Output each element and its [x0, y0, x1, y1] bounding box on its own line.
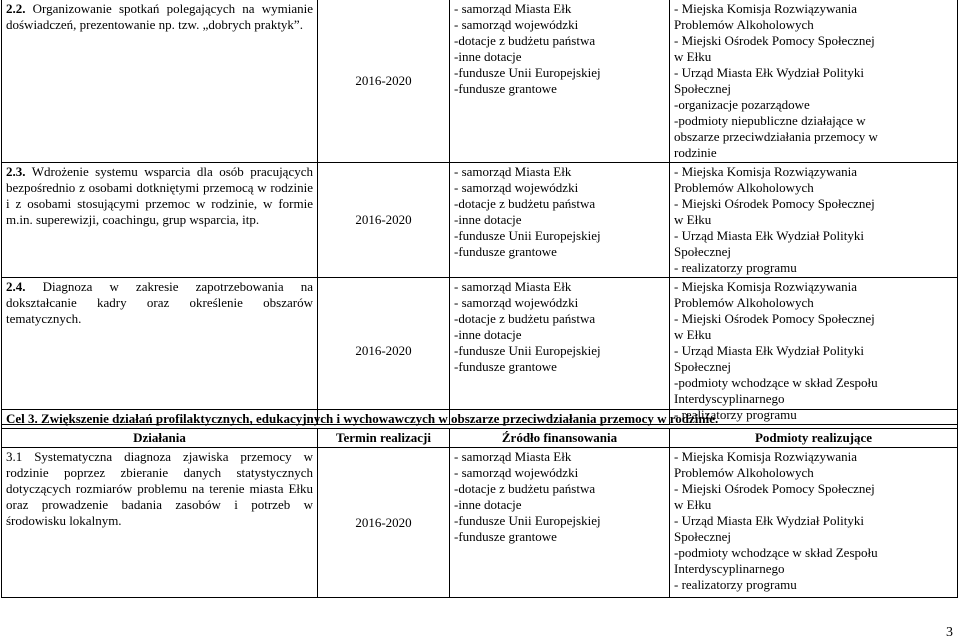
funding-item: -fundusze Unii Europejskiej — [454, 343, 601, 358]
entity-item: - Miejski Ośrodek Pomocy Społecznej — [674, 196, 875, 211]
funding-item: -dotacje z budżetu państwa — [454, 311, 596, 326]
entity-item: Problemów Alkoholowych — [674, 17, 814, 32]
table-row — [2, 278, 958, 425]
funding-item: -inne dotacje — [454, 327, 522, 342]
actions-table-goal-3 — [1, 409, 958, 598]
entity-item: Interdyscyplinarnego — [674, 391, 785, 406]
entity-item: obszarze przeciwdziałania przemocy w — [674, 129, 878, 144]
header-funding: Źródło finansowania — [450, 429, 670, 448]
entities-cell — [670, 0, 958, 163]
entity-item: w Ełku — [674, 49, 712, 64]
goal-row — [2, 410, 958, 429]
header-entities: Podmioty realizujące — [670, 429, 958, 448]
entity-item: -podmioty wchodzące w skład Zespołu — [674, 545, 878, 560]
funding-item: -inne dotacje — [454, 212, 522, 227]
entity-item: -organizacje pozarządowe — [674, 97, 810, 112]
action-number: 3.1 — [6, 449, 23, 464]
entity-item: -podmioty wchodzące w skład Zespołu — [674, 375, 878, 390]
funding-item: -inne dotacje — [454, 49, 522, 64]
funding-item: -fundusze grantowe — [454, 244, 557, 259]
action-cell — [2, 163, 318, 278]
action-text: Wdrożenie systemu wsparcia dla osób pracujących bezpośrednio z osobami dotkniętymi przemocą w rodzinie i z osobami stosującymi przemoc w rodzinie, w formie m.in. superewizji, coachingu, grup wsparcia, itp. — [6, 164, 313, 227]
entity-item: - realizatorzy programu — [674, 577, 797, 592]
entities-cell — [670, 163, 958, 278]
entity-item: Problemów Alkoholowych — [674, 295, 814, 310]
entity-item: Problemów Alkoholowych — [674, 465, 814, 480]
term-cell: 2016-2020 — [318, 278, 450, 425]
term-cell: 2016-2020 — [318, 163, 450, 278]
entities-cell — [670, 278, 958, 425]
action-text: Diagnoza w zakresie zapotrzebowania na dokształcanie kadry oraz określenie obszarów tematycznych. — [6, 279, 313, 326]
entity-item: - Urząd Miasta Ełk Wydział Polityki — [674, 343, 864, 358]
funding-item: -fundusze grantowe — [454, 529, 557, 544]
page-number: 3 — [946, 625, 953, 640]
entity-item: w Ełku — [674, 497, 712, 512]
funding-item: - samorząd wojewódzki — [454, 295, 579, 310]
header-actions: Działania — [2, 429, 318, 448]
funding-item: - samorząd Miasta Ełk — [454, 449, 572, 464]
entity-item: - Urząd Miasta Ełk Wydział Polityki — [674, 513, 864, 528]
action-cell — [2, 0, 318, 163]
funding-item: - samorząd Miasta Ełk — [454, 1, 572, 16]
funding-cell — [450, 0, 670, 163]
entity-item: rodzinie — [674, 145, 717, 160]
entity-item: - Miejski Ośrodek Pomocy Społecznej — [674, 311, 875, 326]
header-row — [2, 429, 958, 448]
entity-item: Społecznej — [674, 81, 732, 96]
entity-item: Społecznej — [674, 359, 732, 374]
entity-item: - Miejski Ośrodek Pomocy Społecznej — [674, 481, 875, 496]
entity-item: -podmioty niepubliczne działające w — [674, 113, 866, 128]
action-cell — [2, 278, 318, 425]
funding-item: - samorząd Miasta Ełk — [454, 164, 572, 179]
entity-item: - Miejski Ośrodek Pomocy Społecznej — [674, 33, 875, 48]
entity-item: - realizatorzy programu — [674, 407, 797, 422]
funding-item: -fundusze Unii Europejskiej — [454, 228, 601, 243]
term-cell: 2016-2020 — [318, 448, 450, 598]
action-text: Organizowanie spotkań polegających na wymianie doświadczeń, prezentowanie np. tzw. „dobrych praktyk”. — [6, 1, 313, 32]
term-cell: 2016-2020 — [318, 0, 450, 163]
funding-item: -dotacje z budżetu państwa — [454, 33, 596, 48]
funding-item: -dotacje z budżetu państwa — [454, 481, 596, 496]
funding-item: -inne dotacje — [454, 497, 522, 512]
entities-cell — [670, 448, 958, 598]
entity-item: - Miejska Komisja Rozwiązywania — [674, 449, 858, 464]
funding-cell — [450, 448, 670, 598]
entity-item: - Miejska Komisja Rozwiązywania — [674, 279, 858, 294]
funding-item: - samorząd wojewódzki — [454, 180, 579, 195]
entity-item: Społecznej — [674, 529, 732, 544]
entity-item: - Urząd Miasta Ełk Wydział Polityki — [674, 65, 864, 80]
entity-item: - Urząd Miasta Ełk Wydział Polityki — [674, 228, 864, 243]
action-cell — [2, 448, 318, 598]
entity-item: w Ełku — [674, 212, 712, 227]
actions-table-top — [1, 0, 958, 425]
funding-item: -dotacje z budżetu państwa — [454, 196, 596, 211]
funding-item: -fundusze Unii Europejskiej — [454, 513, 601, 528]
table-row — [2, 448, 958, 598]
entity-item: w Ełku — [674, 327, 712, 342]
funding-item: -fundusze Unii Europejskiej — [454, 65, 601, 80]
funding-item: -fundusze grantowe — [454, 81, 557, 96]
table-row — [2, 0, 958, 163]
entity-item: Interdyscyplinarnego — [674, 561, 785, 576]
header-term: Termin realizacji — [318, 429, 450, 448]
goal-heading: Cel 3. Zwiększenie działań profilaktycznych, edukacyjnych i wychowawczych w obszarze przeciwdziałania przemocy w rodzinie. — [2, 410, 958, 429]
funding-item: - samorząd Miasta Ełk — [454, 279, 572, 294]
funding-item: - samorząd wojewódzki — [454, 465, 579, 480]
funding-item: - samorząd wojewódzki — [454, 17, 579, 32]
funding-cell — [450, 163, 670, 278]
funding-cell — [450, 278, 670, 425]
entity-item: - Miejska Komisja Rozwiązywania — [674, 1, 858, 16]
entity-item: - realizatorzy programu — [674, 260, 797, 275]
action-number: 2.3. — [6, 164, 26, 179]
action-number: 2.2. — [6, 1, 26, 16]
table-row — [2, 163, 958, 278]
entity-item: - Miejska Komisja Rozwiązywania — [674, 164, 858, 179]
action-text: Systematyczna diagnoza zjawiska przemocy w rodzinie poprzez zbieranie danych statystycznych dotyczących rozmiarów problemu na terenie miasta Ełku oraz prowadzenie badania zasobów i potrzeb w środowisku lokalnym. — [6, 449, 313, 528]
entity-item: Problemów Alkoholowych — [674, 180, 814, 195]
entity-item: Społecznej — [674, 244, 732, 259]
action-number: 2.4. — [6, 279, 26, 294]
funding-item: -fundusze grantowe — [454, 359, 557, 374]
